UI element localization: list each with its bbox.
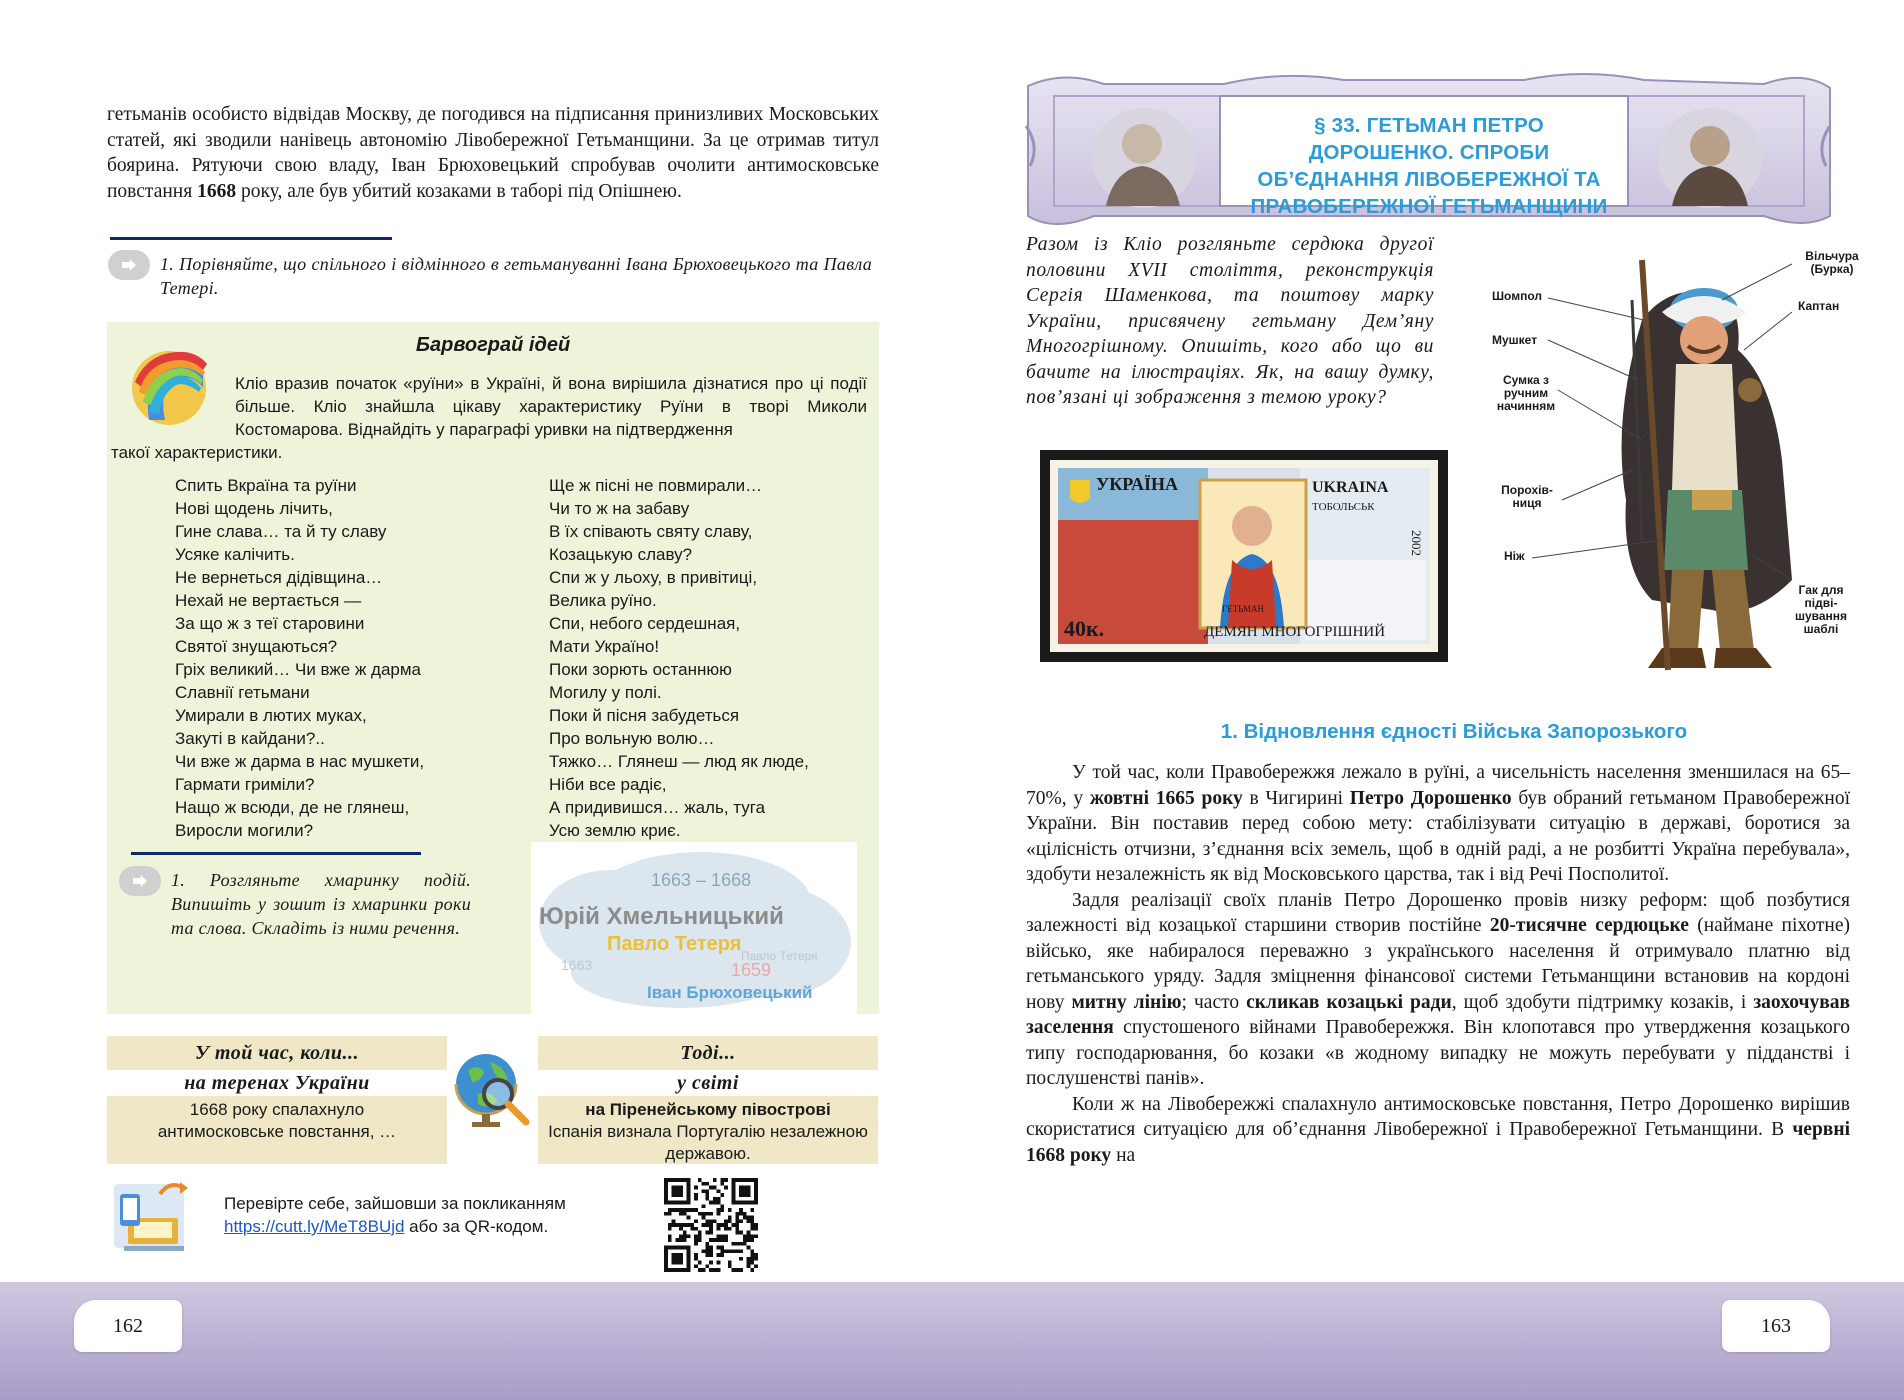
cloud-word: Павло Тетеря [741, 949, 818, 963]
label-mushket: Мушкет [1492, 333, 1538, 347]
check-link[interactable]: https://cutt.ly/MeT8BUjd [224, 1217, 405, 1236]
time-left-heading: У той час, коли... [107, 1036, 447, 1070]
poem-line: Закуті в кайдани?.. [175, 729, 325, 748]
label-shompol: Шомпол [1492, 289, 1543, 303]
poem-line: Не вернеться дідівщина… [175, 568, 383, 587]
poem-line: Усю землю криє. [549, 821, 681, 840]
poem-line: Усяке калічить. [175, 545, 295, 564]
poem-line: Чи то ж на забаву [549, 499, 690, 518]
task-1-text: 1. Порівняйте, що спільного і відмінного в гетьмануванні Івана Брюховецького та Павла Тетері. [160, 254, 872, 298]
qr-code[interactable] [664, 1178, 758, 1272]
computer-check-icon [110, 1174, 206, 1260]
right-page [952, 0, 1904, 1400]
poem-line: Поки й пісня забудеться [549, 706, 740, 725]
task-divider-line [110, 237, 392, 240]
poem-line: Нехай не вертається — [175, 591, 362, 610]
paragraph-1: У той час, коли Правобережжя лежало в руїні, а чисельність населення зменшилася на 65–70%, у жовтні 1665 року в Чигирині Петро Дорошенко був обраний гетьманом Правобережної України. Він поставив перед собою мету: стабілізувати ситуацію в державі, боротися за «цілісність отчизни, з’єднання всіх земель, щоб в одній раді, а не розбитті Україна перебувала», здобути незалежність як від Московського царства, так і від Речі Посполитої. [1026, 762, 1850, 885]
poem-line: Нащо ж всюди, де не глянеш, [175, 798, 410, 817]
page-number-right: 163 [1722, 1300, 1830, 1352]
time-right-body-bold: на Піренейському півострові [585, 1100, 831, 1119]
cloud-word: 1663 – 1668 [651, 870, 752, 890]
stamp-country-ua: УКРАЇНА [1096, 474, 1178, 494]
word-cloud [531, 842, 857, 1014]
poem-left-column [175, 474, 424, 842]
label-hak: Гак для підві-шування шаблі [1794, 583, 1848, 636]
page-number-left: 162 [74, 1300, 182, 1352]
poem-line: Спи, небого сердешная, [549, 614, 741, 633]
postage-stamp [1040, 450, 1448, 662]
time-right-heading: Тоді... [538, 1036, 878, 1070]
poem-line: Мати Україно! [549, 637, 660, 656]
left-top-paragraph: гетьманів особисто відвідав Москву, де погодився на підписання принизливих Московських статей, які зводили нанівець автономію Лівобережної Гетьманщини. За це отримав титул боярина. Рятуючи свою владу, Іван Брюховецький спробував очолити антимосковське повстання 1668 року, але був убитий козаками в таборі під Опішнею. [107, 104, 879, 202]
cloud-word: Іван Брюховецький [647, 983, 813, 1002]
label-porokhivnytsia: Порохів-ниця [1501, 483, 1553, 510]
stamp-year: 2002 [1409, 530, 1424, 556]
chapter-banner [1024, 66, 1834, 234]
poem-line: Славнії гетьмани [175, 683, 310, 702]
time-right-body-text: Іспанія визнала Португалію незалежною державою. [548, 1122, 868, 1163]
check-yourself-text: Перевірте себе, зайшовши за покликанням https://cutt.ly/MeT8BUjd або за QR-кодом. [224, 1194, 566, 1236]
paragraph-3: Коли ж на Лівобережжі спалахнуло антимосковське повстання, Петро Дорошенко вирішив скористатися ситуацією для об’єднання Лівобережної і Правобережної Гетьманщини. В червні 1668 року на [1026, 1093, 1850, 1166]
stamp-city: ТОБОЛЬСЬК [1312, 501, 1375, 513]
poem-line: Ніби все радіє, [549, 775, 667, 794]
paragraph-2: Задля реалізації своїх планів Петро Дорошенко провів низку реформ: щоб позбутися залежності від козацької старшини створив постійне 20-тисячне сердюцьке (наймане піхотне) військо, яке набиралося переважно з українського населення й отримувало платню від гетьманського уряду. Задля зміцнення фінансової системи Гетьманщини встановив на кордоні нову митну лінію; часто скликав козацькі ради, щоб здобути підтримку козаків, і заохочував заселення спустошеного війнами Правобережжя. Він клопотався про утвердження козацького типу господарювання, бо козаки «в жодному випадку не можуть перебувати у підданстві і послушенстві панів». [1026, 889, 1851, 1089]
poem-line: Могилу у полі. [549, 683, 662, 702]
poem-line: Козацькую славу? [549, 545, 693, 564]
idea-task [119, 866, 519, 940]
poem-line: Про вольную волю… [549, 729, 715, 748]
poem-line: Ще ж пісні не повмирали… [549, 476, 763, 495]
cloud-word: Юрій Хмельницький [539, 903, 784, 930]
stamp-caption: ДЕМЯН МНОГОГРІШНИЙ [1204, 624, 1386, 640]
arrow-right-icon [108, 250, 150, 280]
poem-line: В їх співають святу славу, [549, 522, 753, 541]
stamp-price: 40к. [1064, 616, 1105, 641]
poem-right-column [549, 474, 809, 842]
poem-line: Виросли могили? [175, 821, 314, 840]
poem-line: Святої знущаються? [175, 637, 338, 656]
poem-line: Гріх великий… Чи вже ж дарма [175, 660, 422, 679]
stamp-caption-small: ГЕТЬМАН [1222, 604, 1265, 614]
label-nizh: Ніж [1504, 549, 1525, 563]
arrow-right-icon [119, 866, 161, 896]
poem-line: А придивишся… жаль, туга [549, 798, 766, 817]
time-left-subheading: на теренах України [107, 1070, 447, 1096]
chapter-title: § 33. ГЕТЬМАН ПЕТРО ДОРОШЕНКО. СПРОБИ ОБ’ЄДНАННЯ ЛІВОБЕРЕЖНОЇ ТА ПРАВОБЕРЕЖНОЇ ГЕТЬМАНЩИНИ [1250, 114, 1608, 218]
idea-task-text: 1. Розгляньте хмаринку подій. Випишіть у зошит із хмаринки роки та слова. Складіть із ними речення. [171, 870, 471, 938]
poem-line: Гине слава… та й ту славу [175, 522, 387, 541]
task-divider-line [131, 852, 421, 855]
poem-line: Спи ж у льоху, в привітиці, [549, 568, 758, 587]
poem-line: Поки зорють останнюю [549, 660, 732, 679]
poem-line: За що ж з теї старовини [175, 614, 365, 633]
right-main-text [1026, 760, 1850, 1168]
idea-title: Барвограй ідей [415, 334, 571, 356]
poem-line: Нові щодень лічить, [175, 499, 333, 518]
time-left-body: 1668 року спалахнуло антимосковське повстання, … [107, 1096, 447, 1164]
time-right-subheading: у світі [538, 1070, 878, 1096]
intro-task-text: Разом із Кліо розгляньте сердюка другої половини XVII століття, реконструкція Сергія Шаменкова, та поштову марку України, присвячену гетьману Дем’яну Многогрішному. Опишіть, кого або що ви бачите на ілюстраціях. Як, на вашу думку, пов’язані ці зображення з темою уроку? [1026, 234, 1434, 408]
cloud-word: Павло Тетеря [607, 933, 742, 955]
task-1 [108, 250, 880, 300]
poem-line: Велика руїно. [549, 591, 657, 610]
poem-line: Тяжко… Глянеш — люд як люде, [549, 752, 809, 771]
stamp-country-en: UKRAINA [1312, 479, 1389, 496]
label-kaptan: Каптан [1798, 299, 1840, 313]
poem-line: Гармати гриміли? [175, 775, 315, 794]
cloud-word: 1663 [561, 957, 593, 973]
serdiuk-illustration [1492, 240, 1872, 690]
poem-line: Чи вже ж дарма в нас мушкети, [175, 752, 425, 771]
cloud-word: 1659 [731, 960, 772, 980]
idea-text: Кліо вразив початок «руїни» в Україні, й вона вирішила дізнатися про ці події більше. Кліо знайшла цікаву характеристику Руїни в творі Миколи Костомарова. Віднайдіть у параграфі уривки на підтвердження такої характеристики. [111, 374, 867, 462]
globe-magnifier-icon [448, 1046, 532, 1130]
section-heading: 1. Відновлення єдності Війська Запорозького [1220, 720, 1688, 743]
poem-line: Спить Вкраїна та руїни [175, 476, 357, 495]
poem-line: Умирали в лютих муках, [175, 706, 367, 725]
label-vilchura: Вільчура (Бурка) [1805, 249, 1859, 276]
idea-box [107, 322, 879, 1014]
label-sumka: Сумка з ручним начинням [1496, 373, 1556, 413]
time-right-body [538, 1096, 878, 1164]
